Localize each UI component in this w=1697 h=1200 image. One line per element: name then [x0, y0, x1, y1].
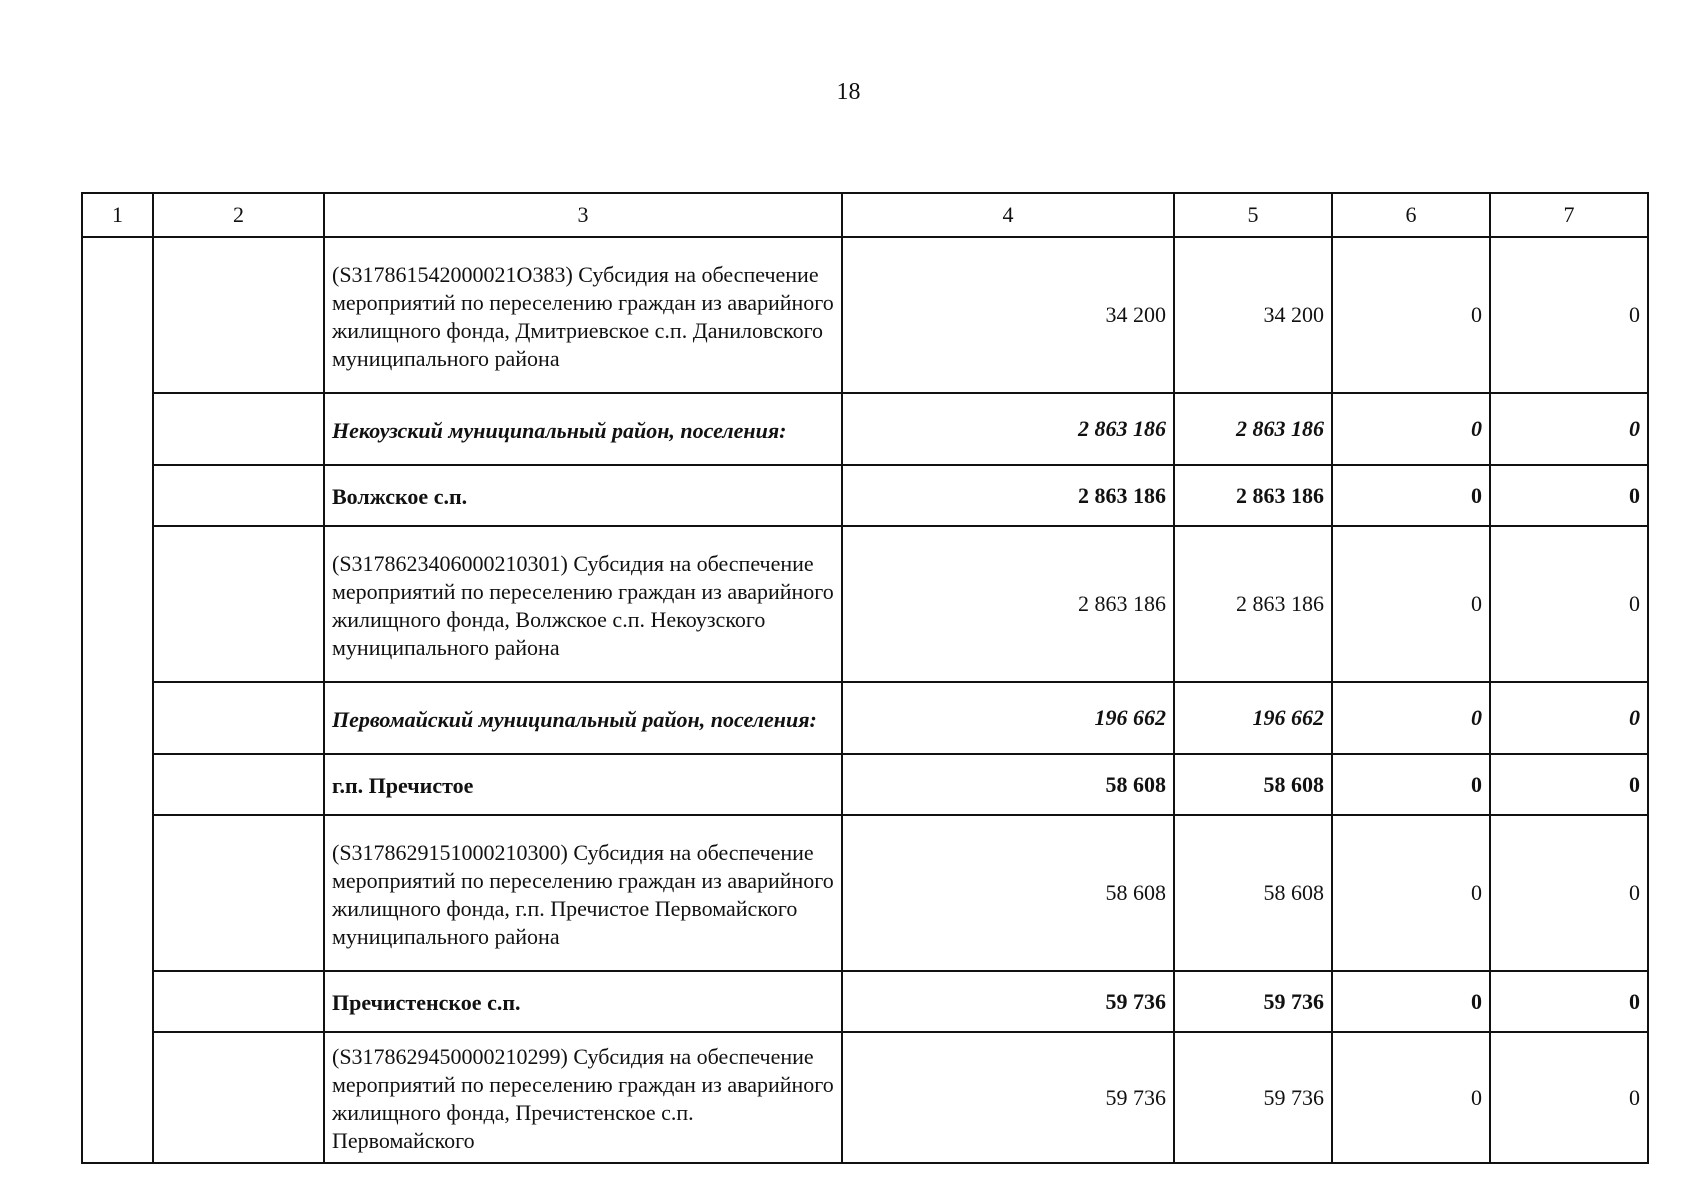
col4-value: 2 863 186: [842, 393, 1174, 465]
table-row: [82, 237, 1648, 393]
col2-cell: [153, 237, 324, 393]
col6-value: 0: [1332, 754, 1490, 815]
col6-value: 0: [1332, 682, 1490, 754]
col7-value: 0: [1490, 526, 1648, 682]
col4-value: 196 662: [842, 682, 1174, 754]
col2-cell: [153, 971, 324, 1032]
col6-value: 0: [1332, 1032, 1490, 1163]
row-description: Первомайский муниципальный район, поселения:: [324, 682, 842, 754]
header-col-5: 5: [1174, 193, 1332, 237]
col5-value: 196 662: [1174, 682, 1332, 754]
col2-cell: [153, 754, 324, 815]
col5-value: 59 736: [1174, 971, 1332, 1032]
col4-value: 2 863 186: [842, 526, 1174, 682]
budget-table: [81, 192, 1649, 1164]
col4-value: 34 200: [842, 237, 1174, 393]
col2-cell: [153, 393, 324, 465]
col6-value: 0: [1332, 393, 1490, 465]
row-description: Пречистенское с.п.: [324, 971, 842, 1032]
col4-value: 58 608: [842, 815, 1174, 971]
col6-value: 0: [1332, 237, 1490, 393]
table-row: [82, 682, 1648, 754]
header-col-3: 3: [324, 193, 842, 237]
header-col-2: 2: [153, 193, 324, 237]
col2-cell: [153, 682, 324, 754]
col7-value: 0: [1490, 682, 1648, 754]
table-row: [82, 465, 1648, 526]
col5-value: 2 863 186: [1174, 526, 1332, 682]
page-number: 18: [836, 79, 861, 105]
col7-value: 0: [1490, 237, 1648, 393]
col6-value: 0: [1332, 465, 1490, 526]
col6-value: 0: [1332, 815, 1490, 971]
col5-value: 58 608: [1174, 815, 1332, 971]
table-row: [82, 815, 1648, 971]
col4-value: 59 736: [842, 971, 1174, 1032]
table-row: [82, 754, 1648, 815]
header-col-4: 4: [842, 193, 1174, 237]
col4-value: 59 736: [842, 1032, 1174, 1163]
row-group-col1-cell: [82, 237, 153, 1163]
col2-cell: [153, 1032, 324, 1163]
col4-value: 58 608: [842, 754, 1174, 815]
header-col-6: 6: [1332, 193, 1490, 237]
col2-cell: [153, 465, 324, 526]
col5-value: 58 608: [1174, 754, 1332, 815]
table-row: [82, 393, 1648, 465]
col7-value: 0: [1490, 754, 1648, 815]
col5-value: 34 200: [1174, 237, 1332, 393]
table-header-row: [82, 193, 1648, 237]
table-row: [82, 971, 1648, 1032]
header-col-1: 1: [82, 193, 153, 237]
col5-value: 59 736: [1174, 1032, 1332, 1163]
row-description: (S3178623406000210301) Субсидия на обеспечение мероприятий по переселению граждан из аварийного жилищного фонда, Волжское с.п. Некоузского муниципального района: [324, 526, 842, 682]
col2-cell: [153, 526, 324, 682]
row-description: г.п. Пречистое: [324, 754, 842, 815]
header-col-7: 7: [1490, 193, 1648, 237]
col6-value: 0: [1332, 971, 1490, 1032]
row-description: (S3178629450000210299) Субсидия на обеспечение мероприятий по переселению граждан из аварийного жилищного фонда, Пречистенское с.п. Первомайского: [324, 1032, 842, 1163]
col6-value: 0: [1332, 526, 1490, 682]
col7-value: 0: [1490, 971, 1648, 1032]
table-row: [82, 526, 1648, 682]
col2-cell: [153, 815, 324, 971]
col7-value: 0: [1490, 815, 1648, 971]
col7-value: 0: [1490, 393, 1648, 465]
col5-value: 2 863 186: [1174, 393, 1332, 465]
row-description: Некоузский муниципальный район, поселения:: [324, 393, 842, 465]
table-row: [82, 1032, 1648, 1163]
row-description: Волжское с.п.: [324, 465, 842, 526]
row-description: (S3178629151000210300) Субсидия на обеспечение мероприятий по переселению граждан из аварийного жилищного фонда, г.п. Пречистое Первомайского муниципального района: [324, 815, 842, 971]
row-description: (S317861542000021О383) Субсидия на обеспечение мероприятий по переселению граждан из аварийного жилищного фонда, Дмитриевское с.п. Даниловского муниципального района: [324, 237, 842, 393]
col5-value: 2 863 186: [1174, 465, 1332, 526]
col7-value: 0: [1490, 1032, 1648, 1163]
col7-value: 0: [1490, 465, 1648, 526]
col4-value: 2 863 186: [842, 465, 1174, 526]
